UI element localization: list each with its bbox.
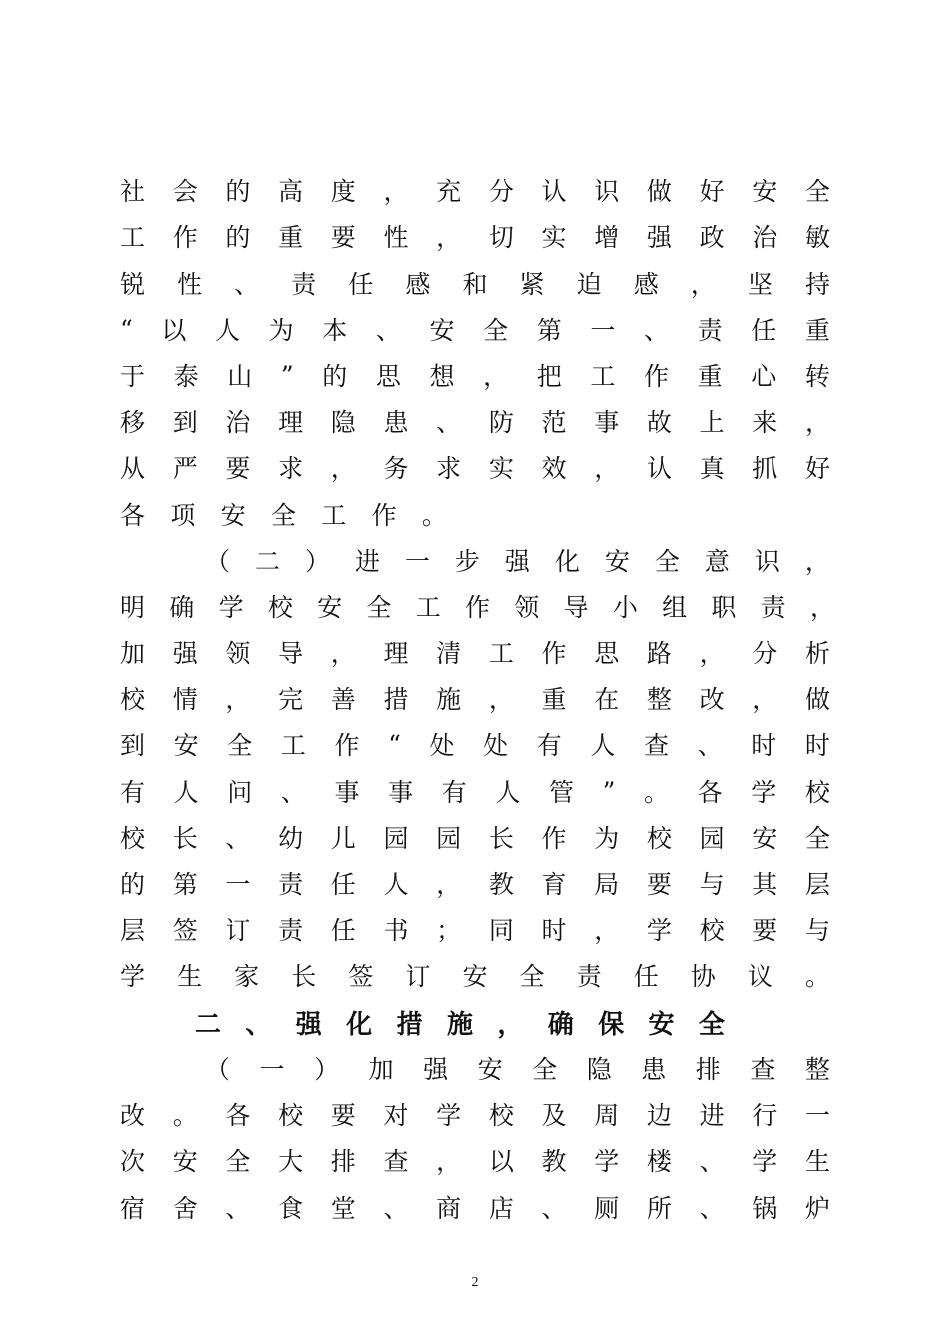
text-line: 锐 性 、 责 任 感 和 紧 迫 感 ， 坚 持	[120, 270, 830, 299]
text-line: 校 长 、 幼 儿 园 园 长 作 为 校 园 安 全	[120, 824, 830, 853]
text-line: 学 生 家 长 签 订 安 全 责 任 协 议 。	[120, 962, 830, 991]
text-line: 校 情 ， 完 善 措 施 ， 重 在 整 改 ， 做	[120, 685, 830, 714]
text-line: 工 作 的 重 要 性 ， 切 实 增 强 政 治 敏	[120, 223, 830, 252]
text-line: 次 安 全 大 排 查 ， 以 教 学 楼 、 学 生	[120, 1147, 830, 1176]
text-line: 社 会 的 高 度 ， 充 分 认 识 做 好 安 全	[120, 177, 830, 206]
text-line: 层 签 订 责 任 书 ； 同 时 ， 学 校 要 与	[120, 916, 830, 945]
text-line: 到 安 全 工 作 “ 处 处 有 人 查 、 时 时	[120, 729, 830, 760]
text-line: 加 强 领 导 ， 理 清 工 作 思 路 ， 分 析	[120, 639, 830, 668]
text-line: 明 确 学 校 安 全 工 作 领 导 小 组 职 责 ，	[120, 593, 835, 622]
text-line: “ 以 人 为 本 、 安 全 第 一 、 责 任 重	[120, 314, 830, 345]
text-line: 各 项 安 全 工 作 。	[120, 501, 447, 530]
text-line: （ 二 ） 进 一 步 强 化 安 全 意 识 ，	[205, 547, 830, 576]
section-heading: 二 、 强 化 措 施 ， 确 保 安 全	[195, 1009, 725, 1040]
text-line: 宿 舍 、 食 堂 、 商 店 、 厕 所 、 锅 炉	[120, 1194, 830, 1223]
page-number: 2	[471, 1275, 479, 1290]
text-line: 于 泰 山 ” 的 思 想 ， 把 工 作 重 心 转	[120, 360, 830, 391]
text-line: 从 严 要 求 ， 务 求 实 效 ， 认 真 抓 好	[120, 454, 830, 483]
text-line: 有 人 问 、 事 事 有 人 管 ” 。 各 学 校	[120, 776, 830, 807]
text-line: 改 。 各 校 要 对 学 校 及 周 边 进 行 一	[120, 1101, 830, 1130]
text-line: 移 到 治 理 隐 患 、 防 范 事 故 上 来 ，	[120, 408, 830, 437]
text-line: （ 一 ） 加 强 安 全 隐 患 排 查 整	[205, 1055, 830, 1084]
text-line: 的 第 一 责 任 人 ， 教 育 局 要 与 其 层	[120, 870, 830, 899]
